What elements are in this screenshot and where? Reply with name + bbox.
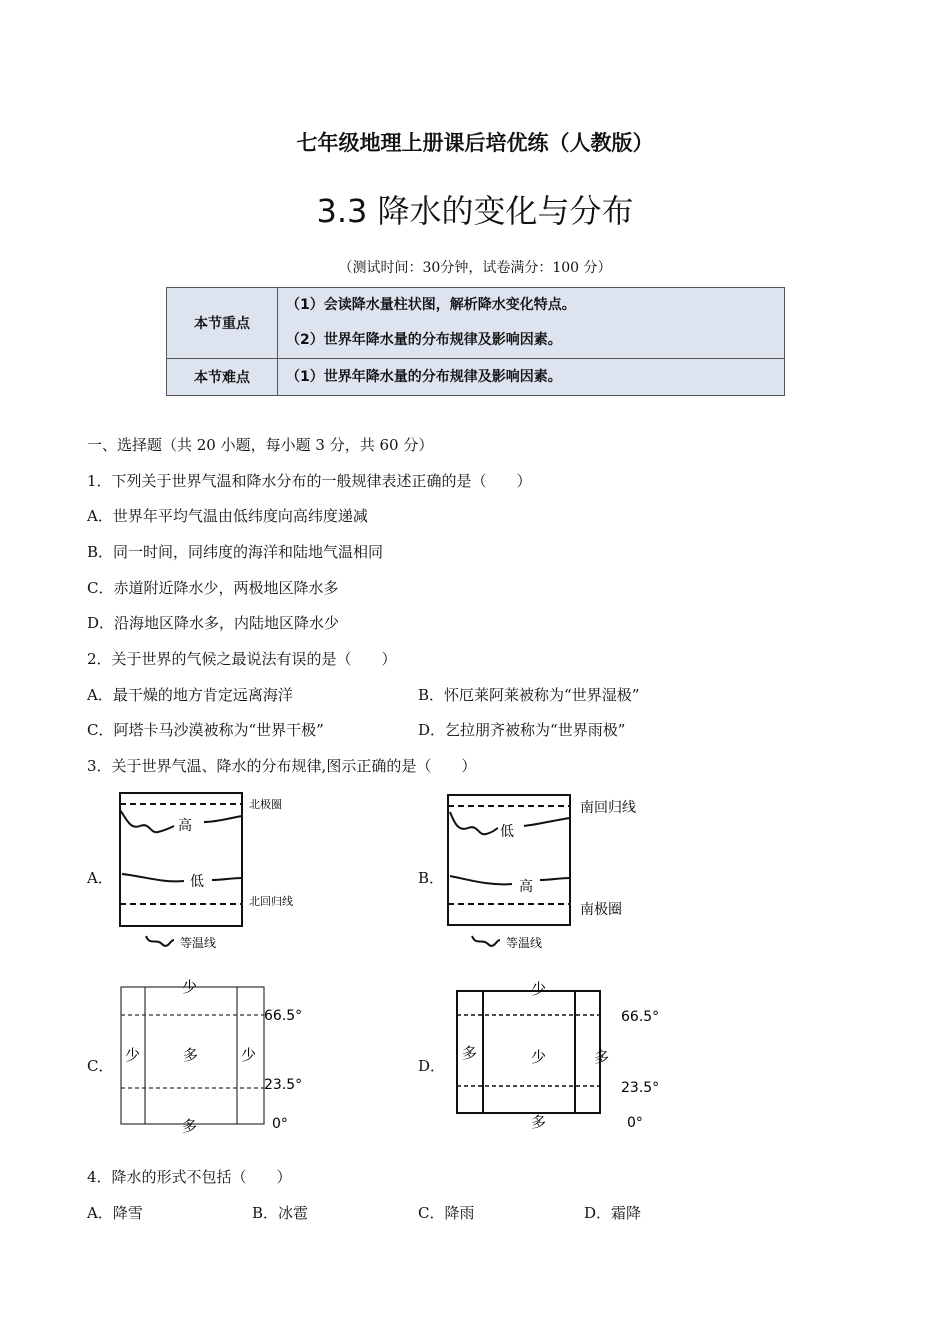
lat-23-5: 23.5° xyxy=(621,1080,660,1096)
legend-isotherm: 等温线 xyxy=(506,936,543,950)
option[interactable]: C．赤道附近降水少，两极地区降水多 xyxy=(87,579,339,597)
option[interactable]: A．世界年平均气温由低纬度向高纬度递减 xyxy=(87,507,368,525)
label-top: 少 xyxy=(182,978,198,996)
label-low: 低 xyxy=(190,874,204,890)
option-label[interactable]: A． xyxy=(87,869,113,887)
label-right: 少 xyxy=(241,1046,257,1064)
label-bottom: 多 xyxy=(182,1117,198,1135)
test-info: （测试时间：30分钟，试卷满分：100 分） xyxy=(338,260,612,276)
arctic-circle-label: 北极圈 xyxy=(249,798,282,811)
isotherm-diagram-b xyxy=(440,788,660,958)
option[interactable]: B．怀厄莱阿莱被称为“世界湿极” xyxy=(418,686,640,704)
isotherm-diagram-a xyxy=(112,788,312,958)
difficult-points-label: 本节难点 xyxy=(167,359,278,396)
key-point-item: （2）世界年降水量的分布规律及影响因素。 xyxy=(286,332,562,348)
option[interactable]: B．冰雹 xyxy=(252,1204,309,1222)
question-stem: 4．降水的形式不包括（ ） xyxy=(87,1168,292,1186)
key-points-label: 本节重点 xyxy=(167,288,278,359)
objectives-table xyxy=(166,287,785,396)
label-center: 多 xyxy=(183,1046,199,1064)
question-stem: 3．关于世界气温、降水的分布规律,图示正确的是（ ） xyxy=(87,757,477,775)
lat-0: 0° xyxy=(272,1116,288,1132)
series-title: 七年级地理上册课后培优练（人教版） xyxy=(296,131,654,155)
question-stem: 2．关于世界的气候之最说法有误的是（ ） xyxy=(87,650,397,668)
label-bottom: 多 xyxy=(531,1113,547,1131)
section-heading: 一、选择题（共 20 小题，每小题 3 分，共 60 分） xyxy=(87,436,434,454)
label-high: 高 xyxy=(519,879,533,895)
lat-0: 0° xyxy=(627,1115,643,1131)
option[interactable]: D．乞拉朋齐被称为“世界雨极” xyxy=(418,721,626,739)
antarctic-circle-label: 南极圈 xyxy=(580,902,622,918)
option-label[interactable]: C． xyxy=(87,1057,114,1075)
option[interactable]: A．降雪 xyxy=(87,1204,143,1222)
label-top: 少 xyxy=(531,980,547,998)
precipitation-diagram-c xyxy=(112,970,322,1140)
lesson-title: 3.3 降水的变化与分布 xyxy=(316,192,634,230)
lat-66-5: 66.5° xyxy=(621,1009,660,1025)
option-label[interactable]: D． xyxy=(418,1057,446,1075)
option[interactable]: D．沿海地区降水多，内陆地区降水少 xyxy=(87,614,340,632)
precipitation-diagram-d xyxy=(440,970,660,1140)
lat-66-5: 66.5° xyxy=(264,1008,303,1024)
lat-23-5: 23.5° xyxy=(264,1077,303,1093)
label-low: 低 xyxy=(500,824,514,840)
label-right: 多 xyxy=(594,1048,610,1066)
label-center: 少 xyxy=(531,1048,547,1066)
option[interactable]: B．同一时间，同纬度的海洋和陆地气温相同 xyxy=(87,543,384,561)
question-stem: 1．下列关于世界气温和降水分布的一般规律表述正确的是（ ） xyxy=(87,472,532,490)
option-label[interactable]: B． xyxy=(418,869,445,887)
legend-isotherm: 等温线 xyxy=(180,936,217,950)
label-left: 少 xyxy=(125,1046,141,1064)
tropic-of-capricorn-label: 南回归线 xyxy=(580,800,636,816)
option[interactable]: C．阿塔卡马沙漠被称为“世界干极” xyxy=(87,721,324,739)
label-high: 高 xyxy=(178,818,192,834)
option[interactable]: D．霜降 xyxy=(584,1204,642,1222)
tropic-of-cancer-label: 北回归线 xyxy=(249,895,293,908)
difficult-point-item: （1）世界年降水量的分布规律及影响因素。 xyxy=(286,368,562,385)
label-left: 多 xyxy=(462,1044,478,1062)
option[interactable]: A．最干燥的地方肯定远离海洋 xyxy=(87,686,293,704)
key-point-item: （1）会读降水量柱状图，解析降水变化特点。 xyxy=(286,297,576,313)
option[interactable]: C．降雨 xyxy=(418,1204,475,1222)
